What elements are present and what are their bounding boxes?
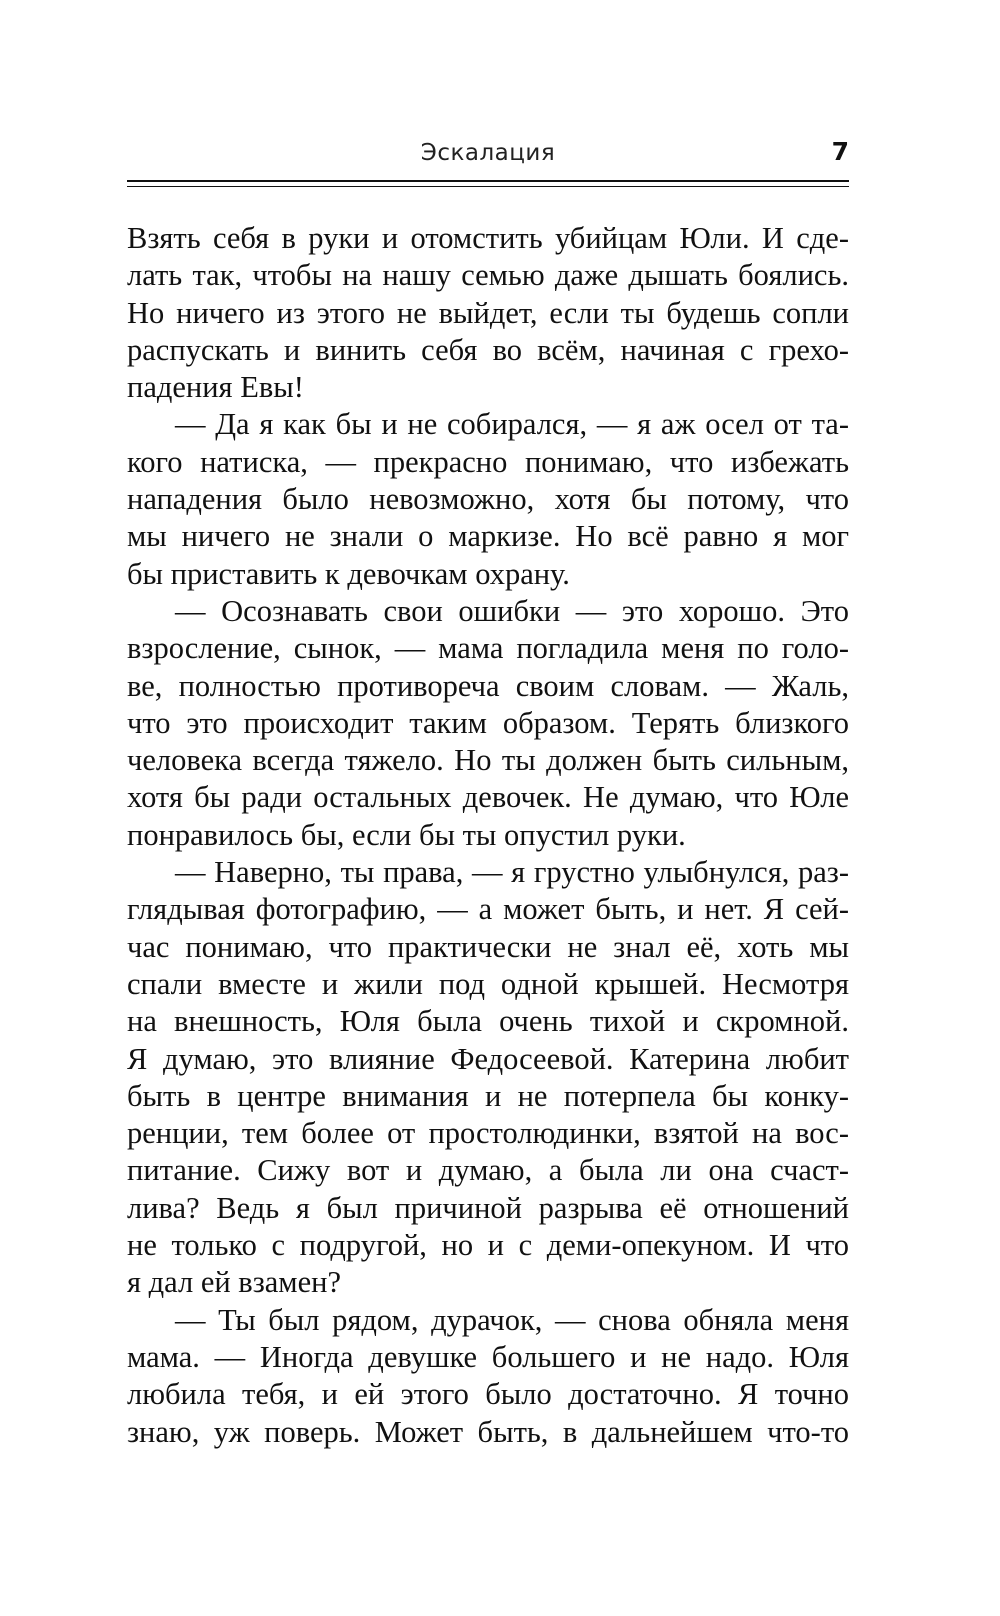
text-line: знаю, уж поверь. Может быть, в дальнейшем что-то	[127, 1414, 849, 1449]
text-line: лать так, чтобы на нашу семью даже дышать боялись.	[127, 258, 849, 293]
page-number: 7	[831, 137, 849, 166]
text-line: не только с подругой, но и с деми-опекуном. И что	[127, 1228, 849, 1263]
text-line: я дал ей взамен?	[127, 1265, 341, 1300]
text-line: кого натиска, — прекрасно понимаю, что избежать	[127, 444, 849, 479]
text-line: быть в центре внимания и не потерпела бы конку-	[127, 1078, 849, 1113]
text-line: распускать и винить себя во всём, начиная с грехо-	[127, 332, 849, 367]
text-line: взросление, сынок, — мама погладила меня по голо-	[127, 631, 849, 666]
text-line: лива? Ведь я был причиной разрыва её отношений	[127, 1190, 849, 1225]
text-line: бы приставить к девочкам охрану.	[127, 556, 570, 591]
text-line: мама. — Иногда девушке большего и не надо. Юля	[127, 1339, 849, 1374]
text-line: — Наверно, ты права, — я грустно улыбнулся, раз-	[175, 855, 849, 890]
text-line: нападения было невозможно, хотя бы потому, что	[127, 482, 849, 517]
text-line: — Да я как бы и не собирался, — я аж осел от та-	[175, 407, 849, 442]
running-title: Эскалация	[420, 140, 556, 166]
text-line: что это происходит таким образом. Терять близкого	[127, 705, 849, 740]
text-line: человека всегда тяжело. Но ты должен быть сильным,	[127, 743, 849, 778]
header-rule-thin	[127, 186, 849, 187]
running-head	[127, 136, 849, 172]
text-line: ренции, тем более от простолюдинки, взятой на вос-	[127, 1116, 849, 1151]
text-line: — Ты был рядом, дурачок, — снова обняла меня	[175, 1302, 849, 1337]
text-line: Я думаю, это влияние Федосеевой. Катерина любит	[127, 1041, 849, 1076]
text-line: спали вместе и жили под одной крышей. Несмотря	[127, 966, 849, 1001]
text-line: Но ничего из этого не выйдет, если ты будешь сопли	[127, 295, 849, 330]
body-text	[127, 220, 849, 1451]
header-rule-thick	[127, 180, 849, 182]
text-line: питание. Сижу вот и думаю, а была ли она счаст-	[127, 1153, 849, 1188]
text-line: час понимаю, что практически не знал её, хоть мы	[127, 929, 849, 964]
text-line: любила тебя, и ей этого было достаточно. Я точно	[127, 1377, 849, 1412]
text-line: — Осознавать свои ошибки — это хорошо. Это	[175, 593, 849, 628]
text-line: Взять себя в руки и отомстить убийцам Юли. И сде-	[127, 221, 849, 255]
text-line: глядывая фотографию, — а может быть, и нет. Я сей-	[127, 892, 849, 927]
text-line: падения Евы!	[127, 370, 304, 405]
text-line: мы ничего не знали о маркизе. Но всё равно я мог	[127, 519, 849, 554]
text-line: хотя бы ради остальных девочек. Не думаю, что Юле	[127, 780, 849, 815]
text-line: на внешность, Юля была очень тихой и скромной.	[127, 1004, 849, 1039]
text-line: ве, полностью противореча своим словам. — Жаль,	[127, 668, 849, 703]
text-line: понравилось бы, если бы ты опустил руки.	[127, 817, 686, 852]
